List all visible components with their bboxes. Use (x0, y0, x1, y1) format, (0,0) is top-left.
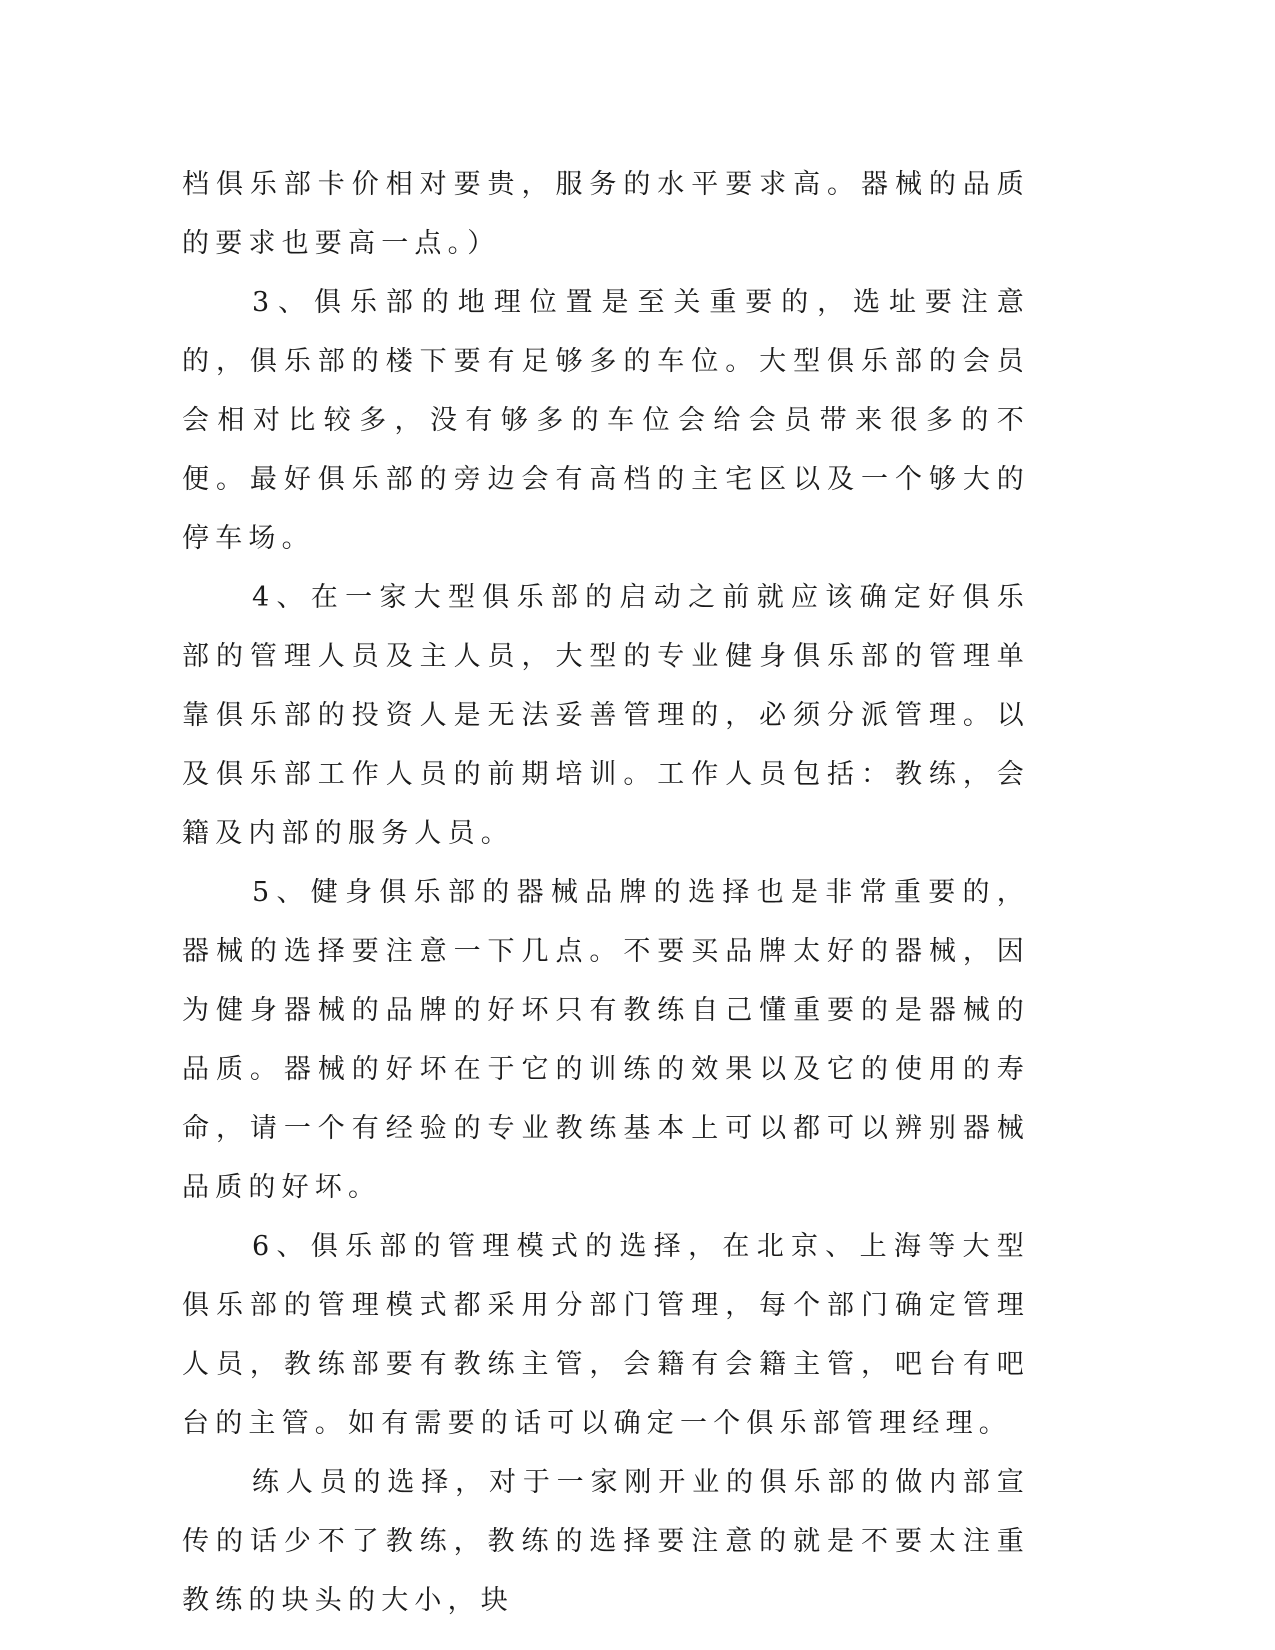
paragraph-6: 练人员的选择，对于一家刚开业的俱乐部的做内部宣传的话少不了教练，教练的选择要注意的就是不要太注重教练的块头的大小，块 (182, 1467, 1030, 1616)
paragraph-4: 5、健身俱乐部的器械品牌的选择也是非常重要的，器械的选择要注意一下几点。不要买品牌太好的器械，因为健身器械的品牌的好坏只有教练自己懂重要的是器械的品质。器械的好坏在于它的训练的效果以及它的使用的寿命，请一个有经验的专业教练基本上可以都可以辨别器械品质的好坏。 (182, 877, 1030, 1203)
paragraph-1: 档俱乐部卡价相对要贵，服务的水平要求高。器械的品质的要求也要高一点。） (182, 169, 1030, 259)
paragraph-3: 4、在一家大型俱乐部的启动之前就应该确定好俱乐部的管理人员及主人员，大型的专业健身俱乐部的管理单靠俱乐部的投资人是无法妥善管理的，必须分派管理。以及俱乐部工作人员的前期培训。工作人员包括：教练，会籍及内部的服务人员。 (182, 582, 1030, 849)
document-body (182, 155, 1030, 1630)
paragraph-5: 6、俱乐部的管理模式的选择，在北京、上海等大型俱乐部的管理模式都采用分部门管理，每个部门确定管理人员，教练部要有教练主管，会籍有会籍主管，吧台有吧台的主管。如有需要的话可以确定一个俱乐部管理经理。 (182, 1231, 1030, 1439)
paragraph-2: 3、俱乐部的地理位置是至关重要的，选址要注意的，俱乐部的楼下要有足够多的车位。大型俱乐部的会员会相对比较多，没有够多的车位会给会员带来很多的不便。最好俱乐部的旁边会有高档的主宅区以及一个够大的停车场。 (182, 287, 1030, 554)
